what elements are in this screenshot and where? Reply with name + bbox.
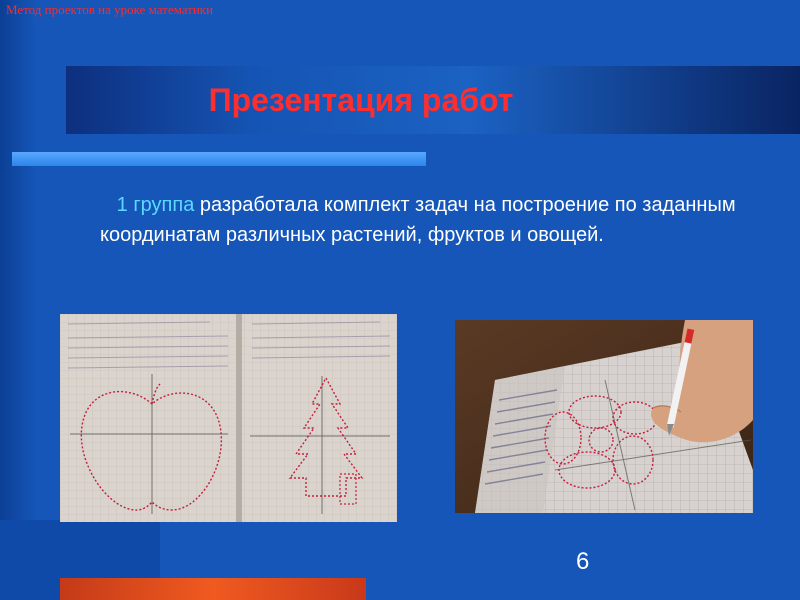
hand-drawing	[455, 320, 753, 513]
accent-bar	[12, 152, 426, 166]
left-gradient-panel	[0, 0, 36, 600]
bottom-accent-bar	[60, 578, 366, 600]
group-label: 1 группа	[116, 194, 195, 216]
header-text: Метод проектов на уроке математики	[6, 2, 214, 17]
notebook-drawing	[60, 314, 397, 522]
drawing-hand-photo	[455, 320, 753, 513]
notebook-photo	[60, 314, 397, 522]
slide-body-text	[100, 190, 740, 250]
page-number: 6	[576, 548, 590, 575]
slide-title: Презентация работ	[208, 82, 514, 118]
body-text-rest: разработала комплект задач на построение по заданным координатам различных растений, фруктов и овощей.	[100, 194, 736, 246]
